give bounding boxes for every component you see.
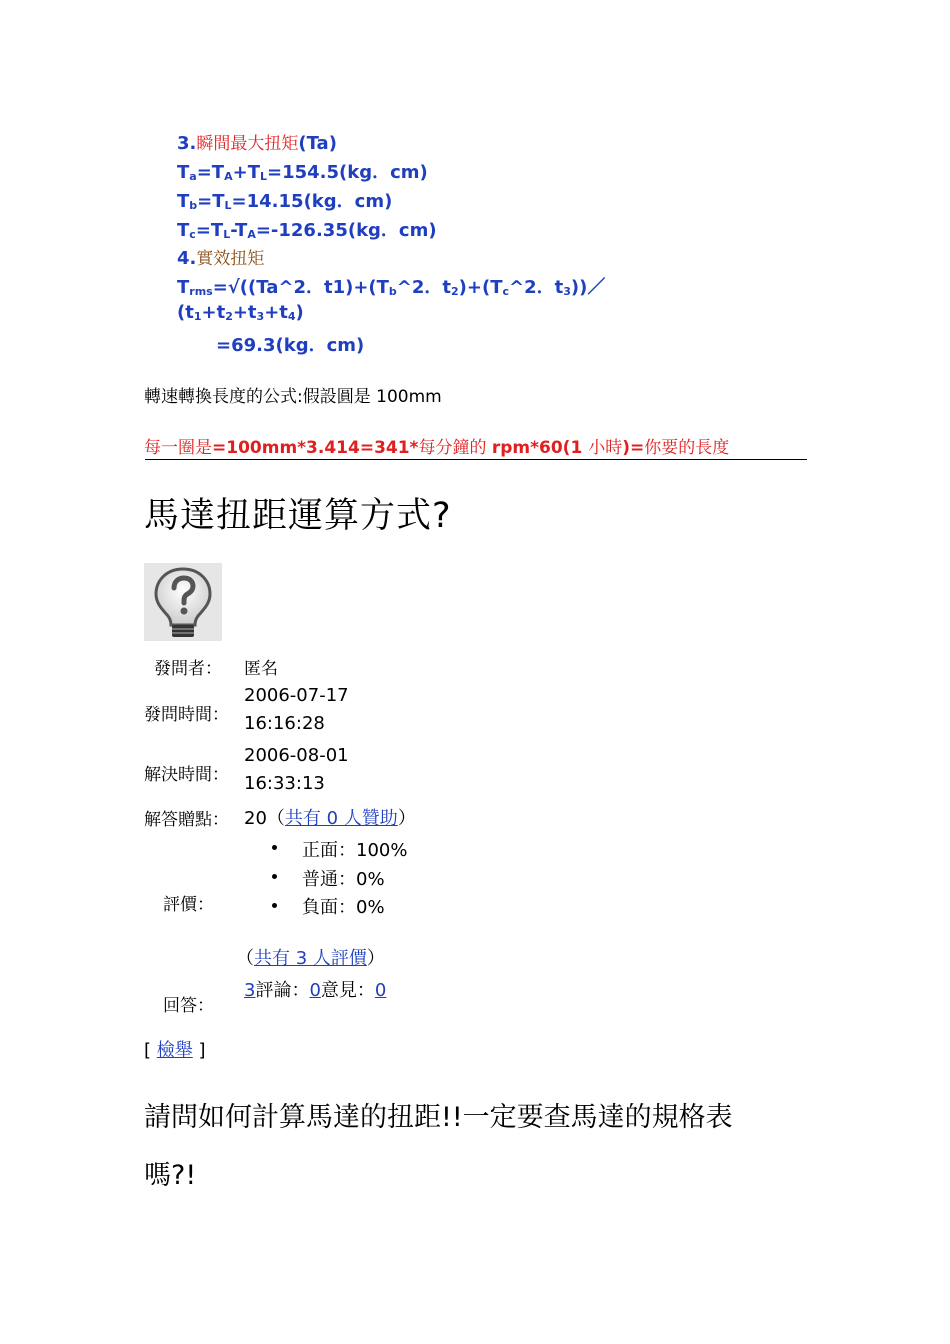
- solved-date: 2006-08-01: [244, 745, 349, 766]
- circle-formula: 每一圈是=100mm*3.414=341*每分鐘的 rpm*60(1 小時)=你要的長度: [144, 438, 730, 458]
- trms-formula-line2: $(t_1+t_2+t_3+t_4)$: [177, 302, 304, 323]
- raters-link[interactable]: 共有 3 人評價: [254, 948, 367, 969]
- item3-number: 3.: [177, 133, 197, 154]
- item4-label: 實效扭矩: [196, 249, 265, 269]
- speed-note: 轉速轉換長度的公式:假設圓是 100mm: [144, 387, 442, 407]
- tb-formula: $T_b=T_L=14.15(kg$．cm): [177, 191, 393, 212]
- points-value: 20: [244, 808, 267, 829]
- question-body-line1: 請問如何計算馬達的扭距!!一定要查馬達的規格表: [144, 1102, 733, 1133]
- trms-result: =69.3(kg．cm): [216, 335, 365, 356]
- bullet: [272, 903, 277, 908]
- ta-formula: $T_a=T_A+T_L=154.5(kg$．cm): [177, 162, 428, 183]
- asked-date: 2006-07-17: [244, 685, 349, 706]
- item4-number: 4.: [177, 248, 197, 269]
- trms-formula-line1: $T_{rms}=√((Ta\^{}2$．$t1)+(T_b\^{}2$．$t_2)+(T_c\^{}2$．$t_3))/$: [177, 277, 606, 298]
- rating-count-row: （共有 3 人評價）: [236, 948, 385, 969]
- item4-heading: [177, 244, 264, 269]
- sponsors-link[interactable]: 共有 0 人贊助: [284, 808, 398, 829]
- item3-label: 瞬間最大扭矩: [196, 134, 299, 154]
- points-label: 解答贈點：: [144, 810, 229, 830]
- asker-label: 發問者：: [154, 659, 222, 679]
- rating-negative: 負面：0%: [302, 897, 385, 918]
- comments-count-link[interactable]: 0: [309, 980, 321, 1001]
- question-body-line2: 嗎?!: [144, 1160, 197, 1191]
- answers-label: 回答：: [163, 996, 214, 1016]
- bullet: [272, 845, 277, 850]
- question-title: 馬達扭距運算方式?: [144, 496, 452, 536]
- answers-count-link[interactable]: 3: [244, 980, 256, 1001]
- question-bulb-icon: [144, 563, 222, 641]
- rating-positive: 正面：100%: [302, 840, 408, 861]
- divider: [145, 459, 807, 460]
- opinions-count-link[interactable]: 0: [374, 980, 387, 1001]
- solved-time: 16:33:13: [244, 773, 325, 794]
- item3-heading: [177, 129, 337, 154]
- rating-label: 評價：: [163, 895, 214, 915]
- asked-time-label: 發問時間：: [144, 705, 229, 725]
- rating-neutral: 普通：0%: [302, 869, 385, 890]
- asker-value: 匿名: [244, 659, 278, 679]
- points-row: 20（共有 0 人贊助）: [244, 808, 416, 829]
- bullet: [272, 874, 277, 879]
- tc-formula: $T_c=T_L-T_A=-126.35(kg$．cm): [177, 220, 437, 241]
- solved-time-label: 解決時間：: [144, 765, 229, 785]
- report-link[interactable]: 檢舉: [156, 1040, 193, 1061]
- report-row: [ 檢舉 ]: [144, 1040, 206, 1061]
- item3-paren: (Ta): [298, 133, 337, 154]
- asked-time: 16:16:28: [244, 713, 325, 734]
- answers-row: 3評論：0意見：0: [244, 980, 387, 1001]
